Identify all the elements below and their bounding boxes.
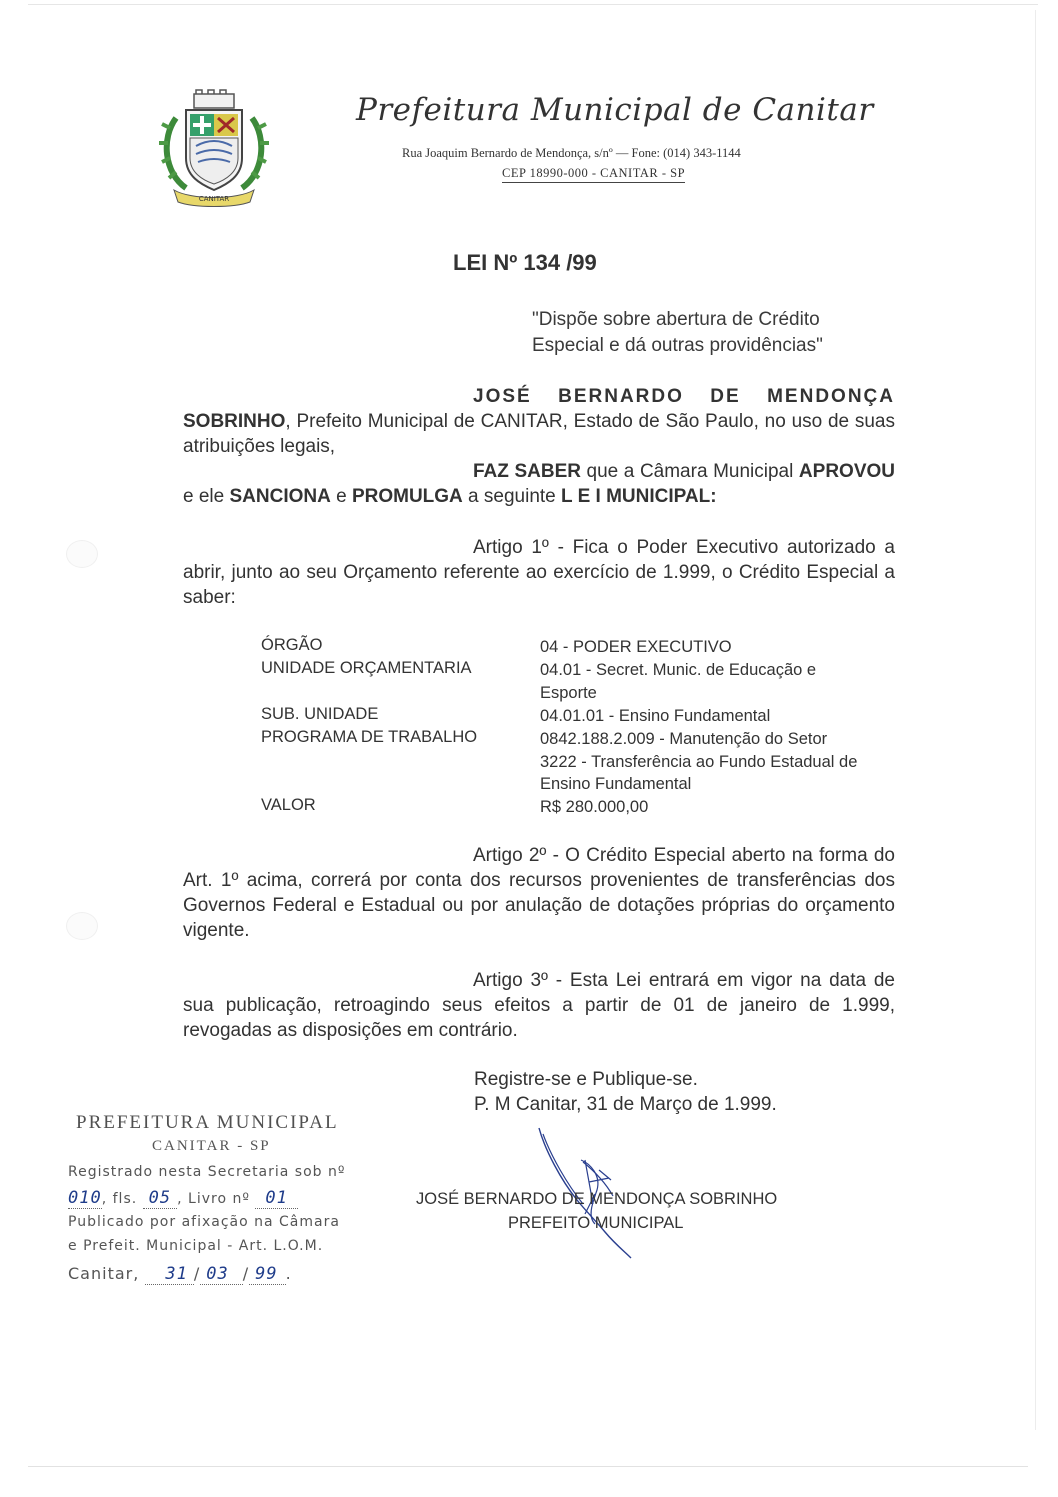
signatory-role: PREFEITO MUNICIPAL <box>508 1214 684 1232</box>
budget-label: PROGRAMA DE TRABALHO <box>261 728 478 746</box>
article-1 <box>183 535 895 610</box>
crest-label: CANITAR <box>198 195 230 203</box>
enactment-text: a seguinte <box>462 486 562 507</box>
mayor-name-part2: SOBRINHO <box>183 411 286 432</box>
law-number-title: LEI Nº 134 /99 <box>453 250 597 275</box>
letterhead-cep: CEP 18990-000 - CANITAR - SP <box>502 166 685 183</box>
stamp-publication-line: Publicado por afixação na Câmara <box>68 1214 340 1230</box>
preamble-text: , Prefeito Municipal de CANITAR, Estado de São Paulo, no uso de suas atribuições legais, <box>183 411 895 457</box>
stamp-canitar-label: Canitar, <box>68 1264 140 1283</box>
stamp-fls-value: 05 <box>143 1188 177 1209</box>
budget-value <box>540 728 880 796</box>
lei-municipal: L E I MUNICIPAL: <box>561 486 717 507</box>
stamp-title: PREFEITURA MUNICIPAL <box>76 1112 339 1133</box>
punch-hole-mark <box>66 912 98 940</box>
budget-label: SUB. UNIDADE <box>261 705 379 723</box>
signatory-name: JOSÉ BERNARDO DE MENDONÇA SOBRINHO <box>416 1190 778 1208</box>
registration-stamp <box>68 1110 388 1300</box>
sanciona: SANCIONA <box>229 486 331 507</box>
article-1-text: Artigo 1º - Fica o Poder Executivo autorizado a abrir, junto ao seu Orçamento referente ao exercício de 1.999, o Crédito Especial a saber: <box>183 537 895 608</box>
promulga: PROMULGA <box>351 486 463 507</box>
budget-value-line: 3222 - Transferência ao Fundo Estadual de Ensino Fundamental <box>540 752 858 793</box>
article-2 <box>183 843 895 943</box>
stamp-date-line: Canitar, 31 / 03 / 99 . <box>68 1264 292 1284</box>
enactment-paragraph <box>183 459 895 509</box>
mayor-name-part1: JOSÉ BERNARDO DE MENDONÇA <box>473 386 895 407</box>
preamble-paragraph <box>183 384 895 459</box>
scan-edge-top <box>28 4 1038 15</box>
stamp-reference-line <box>68 1188 298 1209</box>
place-and-date: P. M Canitar, 31 de Março de 1.999. <box>474 1094 777 1115</box>
budget-label: UNIDADE ORÇAMENTARIA <box>261 659 472 677</box>
scan-edge-bottom <box>28 1466 1028 1467</box>
enactment-text: e <box>330 486 352 507</box>
letterhead-title: Prefeitura Municipal de Canitar <box>356 92 874 128</box>
law-summary-line: "Dispõe sobre abertura de Crédito <box>532 309 820 330</box>
punch-hole-mark <box>66 540 98 568</box>
budget-value: 04.01 - Secret. Munic. de Educação e Esporte <box>540 661 817 702</box>
budget-value: 04.01.01 - Ensino Fundamental <box>540 707 771 725</box>
stamp-day: 31 <box>145 1264 193 1285</box>
stamp-month: 03 <box>200 1264 242 1285</box>
law-summary-line: Especial e dá outras providências" <box>532 335 823 356</box>
article-2-text: Artigo 2º - O Crédito Especial aberto na forma do Art. 1º acima, correrá por conta dos recursos provenientes de transferências dos Governos Federal e Estadual ou por anulação de dotações próprias do orçamento vigente. <box>183 845 895 941</box>
aprovou: APROVOU <box>798 461 895 482</box>
stamp-subtitle: CANITAR - SP <box>152 1138 271 1154</box>
stamp-article-line: e Prefeit. Municipal - Art. L.O.M. <box>68 1238 324 1254</box>
stamp-fls-label: , fls. <box>101 1191 138 1207</box>
budget-label: VALOR <box>261 796 316 814</box>
budget-value-line: 0842.188.2.009 - Manutenção do Setor <box>540 730 828 748</box>
enactment-text: e ele <box>183 486 230 507</box>
letterhead-address: Rua Joaquim Bernardo de Mendonça, s/nº — Fone: (014) 343-1144 <box>402 146 741 160</box>
publication-order: Registre-se e Publique-se. <box>474 1069 698 1090</box>
stamp-livro-value: 01 <box>255 1188 297 1209</box>
stamp-year: 99 <box>249 1264 285 1285</box>
article-3 <box>183 968 895 1043</box>
scan-edge-right <box>1035 10 1036 1430</box>
stamp-reg-number: 010 <box>68 1188 102 1208</box>
budget-label: ÓRGÃO <box>261 636 323 654</box>
budget-value: R$ 280.000,00 <box>540 798 649 816</box>
stamp-livro-label: , Livro nº <box>177 1191 250 1207</box>
faz-saber: FAZ SABER <box>473 461 581 482</box>
article-3-text: Artigo 3º - Esta Lei entrará em vigor na data de sua publicação, retroagindo seus efeitos a partir de 01 de janeiro de 1.999, revogadas as disposições em contrário. <box>183 970 895 1041</box>
budget-value: 04 - PODER EXECUTIVO <box>540 638 732 656</box>
municipal-coat-of-arms-icon <box>156 88 272 208</box>
stamp-registration-line: Registrado nesta Secretaria sob nº <box>68 1164 346 1180</box>
law-summary <box>532 307 912 359</box>
enactment-text: que a Câmara Municipal <box>580 461 799 482</box>
